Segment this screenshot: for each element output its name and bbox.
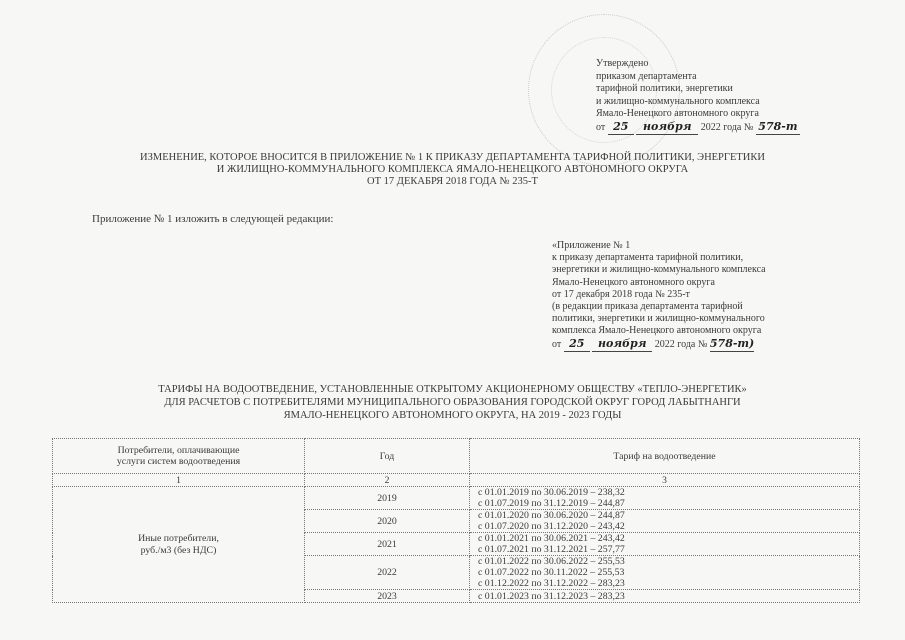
- tariff-line: с 01.01.2022 по 30.06.2022 – 255,53: [478, 556, 625, 567]
- annex-line: Ямало-Ненецкого автономного округа: [552, 276, 715, 288]
- approval-line: Утверждено: [596, 58, 649, 69]
- header-consumers-line2: услуги систем водоотведения: [116, 456, 241, 467]
- year-cell: 2022: [305, 556, 470, 590]
- approval-line: тарифной политики, энергетики: [596, 83, 733, 94]
- approval-number: 578-т: [758, 119, 798, 133]
- annex-date-day: 25: [569, 336, 585, 350]
- tariff-cell: [470, 510, 860, 533]
- table-title-line: ЯМАЛО-НЕНЕЦКОГО АВТОНОМНОГО ОКРУГА, НА 2019 - 2023 ГОДЫ: [283, 410, 622, 421]
- annex-line: от 17 декабря 2018 года № 235-т: [552, 288, 690, 300]
- tariff-cell: [470, 590, 860, 603]
- table-title-line: ТАРИФЫ НА ВОДООТВЕДЕНИЕ, УСТАНОВЛЕННЫЕ ОТКРЫТОМУ АКЦИОНЕРНОМУ ОБЩЕСТВУ «ТЕПЛО-ЭНЕРГЕТИК»: [158, 384, 747, 395]
- header-year: Год: [305, 439, 470, 474]
- annex-line: (в редакции приказа департамента тарифной: [552, 301, 743, 313]
- annex-line: «Приложение № 1: [552, 240, 631, 251]
- column-number: 3: [470, 474, 860, 487]
- tariff-cell: [470, 487, 860, 510]
- approval-line: и жилищно-коммунального комплекса: [596, 95, 760, 107]
- approval-line: приказом департамента: [596, 70, 697, 82]
- approval-date-line: [596, 121, 800, 136]
- annex-date-rest: 2022 года №: [654, 338, 708, 350]
- year-cell: 2019: [305, 487, 470, 510]
- table-header-row: [53, 439, 860, 474]
- approval-block: [596, 58, 800, 135]
- tariff-table: [52, 438, 860, 603]
- table-title: [40, 383, 865, 422]
- tariff-line: с 01.01.2021 по 30.06.2021 – 243,42: [478, 533, 625, 544]
- annex-date-month: ноября: [597, 336, 647, 350]
- tariff-cell: [470, 533, 860, 556]
- year-cell: 2020: [305, 510, 470, 533]
- tariff-line: с 01.07.2020 по 31.12.2020 – 243,42: [478, 521, 625, 532]
- tariff-line: с 01.07.2022 по 30.11.2022 – 255,53: [478, 567, 625, 578]
- tariff-line: с 01.07.2021 по 31.12.2021 – 257,77: [478, 544, 625, 555]
- annex-block: [552, 240, 766, 352]
- tariff-line: с 01.01.2020 по 30.06.2020 – 244,87: [478, 510, 625, 521]
- approval-date-rest: 2022 года №: [700, 121, 754, 133]
- heading-line: ИЗМЕНЕНИЕ, КОТОРОЕ ВНОСИТСЯ В ПРИЛОЖЕНИЕ № 1 К ПРИКАЗУ ДЕПАРТАМЕНТА ТАРИФНОЙ ПОЛИТИКИ, ЭНЕРГЕТИКИ: [140, 152, 765, 163]
- document-heading: [30, 152, 875, 188]
- approval-line: Ямало-Ненецкого автономного округа: [596, 108, 759, 119]
- table-title-line: ДЛЯ РАСЧЕТОВ С ПОТРЕБИТЕЛЯМИ МУНИЦИПАЛЬНОГО ОБРАЗОВАНИЯ ГОРОДСКОЙ ОКРУГ ГОРОД ЛАБЫТНАНГИ: [164, 397, 741, 408]
- header-consumers-line1: Потребители, оплачивающие: [117, 445, 240, 456]
- consumer-line: Иные потребители,: [138, 532, 219, 544]
- annex-date-prefix: от: [552, 338, 562, 350]
- annex-date-line: [552, 338, 766, 352]
- approval-date-month: ноября: [642, 119, 692, 133]
- approval-date-day: 25: [613, 119, 629, 133]
- tariff-cell: [470, 556, 860, 590]
- annex-line: комплекса Ямало-Ненецкого автономного округа: [552, 325, 762, 337]
- heading-line: ОТ 17 ДЕКАБРЯ 2018 ГОДА № 235-Т: [367, 176, 538, 187]
- year-cell: 2023: [305, 590, 470, 603]
- consumer-cell: [53, 487, 305, 603]
- table-row: [53, 487, 860, 510]
- column-number: 1: [53, 474, 305, 487]
- heading-line: И ЖИЛИЩНО-КОММУНАЛЬНОГО КОМПЛЕКСА ЯМАЛО-НЕНЕЦКОГО АВТОНОМНОГО ОКРУГА: [216, 164, 689, 175]
- column-number-row: [53, 474, 860, 487]
- annex-number: 578-т): [709, 336, 755, 350]
- header-tariff: Тариф на водоотведение: [470, 439, 860, 474]
- tariff-line: с 01.01.2019 по 30.06.2019 – 238,32: [478, 487, 625, 498]
- intro-text: Приложение № 1 изложить в следующей редакции:: [92, 213, 334, 225]
- approval-date-prefix: от: [596, 121, 606, 133]
- annex-line: к приказу департамента тарифной политики,: [552, 252, 744, 264]
- tariff-line: с 01.07.2019 по 31.12.2019 – 244,87: [478, 498, 625, 509]
- tariff-line: с 01.01.2023 по 31.12.2023 – 283,23: [478, 590, 625, 602]
- consumer-line: руб./м3 (без НДС): [140, 544, 217, 556]
- column-number: 2: [305, 474, 470, 487]
- tariff-line: с 01.12.2022 по 31.12.2022 – 283,23: [478, 578, 625, 589]
- year-cell: 2021: [305, 533, 470, 556]
- annex-line: энергетики и жилищно-коммунального комплекса: [552, 264, 766, 276]
- annex-line: политики, энергетики и жилищно-коммунального: [552, 313, 765, 325]
- header-consumers: [53, 439, 305, 474]
